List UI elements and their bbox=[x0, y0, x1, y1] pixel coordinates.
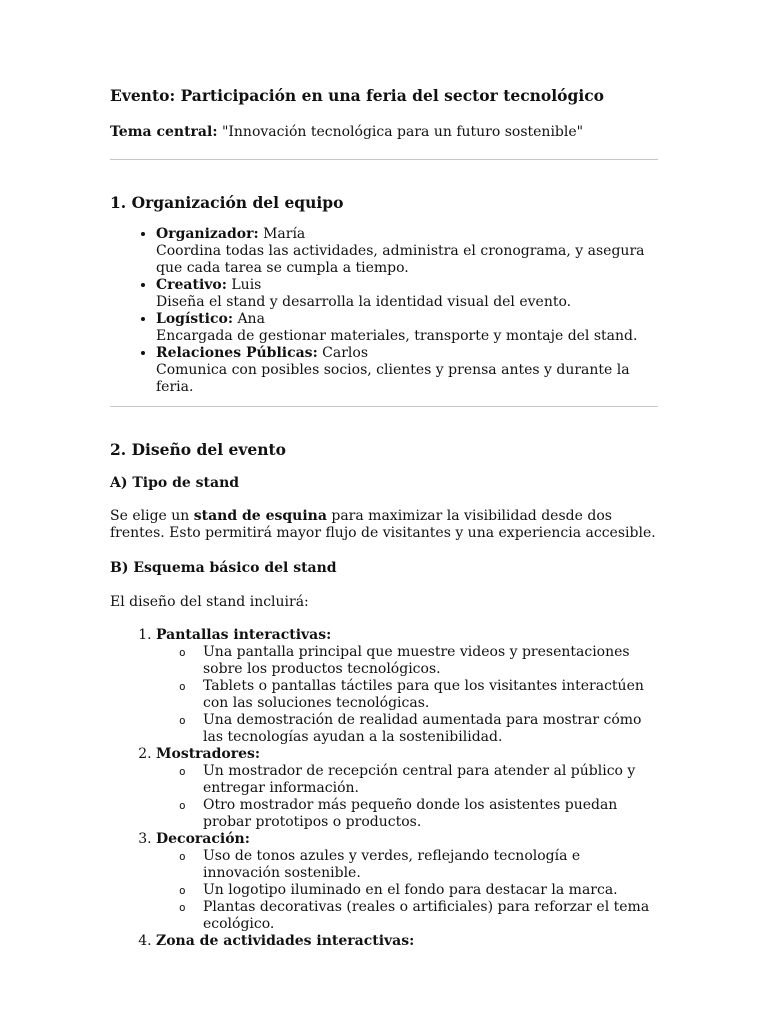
list-item bbox=[179, 712, 658, 746]
sublist-text: Una pantalla principal que muestre videos y presentaciones sobre los productos tecnológicos. bbox=[203, 644, 630, 677]
role-label: Logístico: bbox=[156, 310, 233, 327]
paragraph-text: Se elige un bbox=[110, 507, 194, 524]
list-item bbox=[156, 627, 658, 746]
list-item bbox=[179, 763, 658, 797]
role-description: Diseña el stand y desarrolla la identidad visual del evento. bbox=[156, 293, 572, 310]
list-item bbox=[156, 933, 658, 950]
circle-bullet-icon: o bbox=[179, 850, 186, 863]
list-item bbox=[156, 226, 658, 277]
role-description: Comunica con posibles socios, clientes y prensa antes y durante la feria. bbox=[156, 361, 630, 395]
stand-element-label: Zona de actividades interactivas: bbox=[156, 933, 415, 949]
list-item bbox=[179, 797, 658, 831]
role-label: Creativo: bbox=[156, 276, 227, 293]
role-name: Carlos bbox=[317, 344, 369, 361]
stand-element-label: Mostradores: bbox=[156, 746, 261, 762]
list-item bbox=[179, 882, 658, 899]
circle-bullet-icon: o bbox=[179, 646, 186, 659]
stand-element-label: Decoración: bbox=[156, 831, 250, 847]
stand-element-sublist bbox=[156, 763, 658, 831]
circle-bullet-icon: o bbox=[179, 765, 186, 778]
list-item bbox=[179, 899, 658, 933]
list-item bbox=[179, 644, 658, 678]
list-item bbox=[179, 848, 658, 882]
list-item bbox=[156, 277, 658, 311]
stand-element-sublist bbox=[156, 848, 658, 933]
list-item bbox=[156, 345, 658, 396]
list-item bbox=[179, 678, 658, 712]
subheading-stand-type: A) Tipo de stand bbox=[110, 474, 240, 491]
role-label: Organizador: bbox=[156, 225, 259, 242]
circle-bullet-icon: o bbox=[179, 799, 186, 812]
circle-bullet-icon: o bbox=[179, 884, 186, 897]
central-theme-value: "Innovación tecnológica para un futuro sostenible" bbox=[217, 124, 584, 140]
sublist-text: Un mostrador de recepción central para atender al público y entregar información. bbox=[203, 763, 636, 796]
role-name: Ana bbox=[233, 310, 265, 327]
role-label: Relaciones Públicas: bbox=[156, 344, 318, 361]
section-heading-design: 2. Diseño del evento bbox=[110, 439, 286, 459]
list-item bbox=[156, 831, 658, 933]
sublist-text: Otro mostrador más pequeño donde los asistentes puedan probar prototipos o productos. bbox=[203, 797, 618, 830]
document-title: Evento: Participación en una feria del sector tecnológico bbox=[110, 86, 604, 105]
team-roles-list bbox=[110, 226, 658, 396]
role-name: María bbox=[258, 225, 306, 242]
list-item bbox=[156, 746, 658, 831]
circle-bullet-icon: o bbox=[179, 901, 186, 914]
circle-bullet-icon: o bbox=[179, 714, 186, 727]
stand-type-paragraph bbox=[110, 508, 658, 543]
central-theme-label: Tema central: bbox=[110, 124, 218, 140]
stand-scheme-intro: El diseño del stand incluirá: bbox=[110, 593, 309, 610]
section-heading-team: 1. Organización del equipo bbox=[110, 192, 344, 212]
stand-element-label: Pantallas interactivas: bbox=[156, 627, 332, 643]
stand-elements-list bbox=[110, 627, 658, 950]
role-description: Encargada de gestionar materiales, transporte y montaje del stand. bbox=[156, 327, 638, 344]
paragraph-text: para maximizar la visibilidad desde dos frentes. Esto permitirá mayor flujo de visitantes y una experiencia accesible. bbox=[110, 507, 656, 541]
role-name: Luis bbox=[226, 276, 262, 293]
central-theme bbox=[110, 124, 658, 142]
sublist-text: Uso de tonos azules y verdes, reflejando tecnología e innovación sostenible. bbox=[203, 848, 581, 881]
circle-bullet-icon: o bbox=[179, 680, 186, 693]
role-description: Coordina todas las actividades, administra el cronograma, y asegura que cada tarea se cumpla a tiempo. bbox=[156, 242, 645, 276]
sublist-text: Plantas decorativas (reales o artificiales) para reforzar el tema ecológico. bbox=[203, 899, 650, 932]
list-item bbox=[156, 311, 658, 345]
paragraph-emphasis: stand de esquina bbox=[193, 507, 327, 524]
stand-element-sublist bbox=[156, 644, 658, 746]
sublist-text: Tablets o pantallas táctiles para que los visitantes interactúen con las soluciones tecnológicas. bbox=[203, 678, 644, 711]
sublist-text: Un logotipo iluminado en el fondo para destacar la marca. bbox=[203, 882, 618, 898]
subheading-stand-scheme: B) Esquema básico del stand bbox=[110, 559, 337, 576]
sublist-text: Una demostración de realidad aumentada para mostrar cómo las tecnologías ayudan a la sostenibilidad. bbox=[203, 712, 642, 745]
